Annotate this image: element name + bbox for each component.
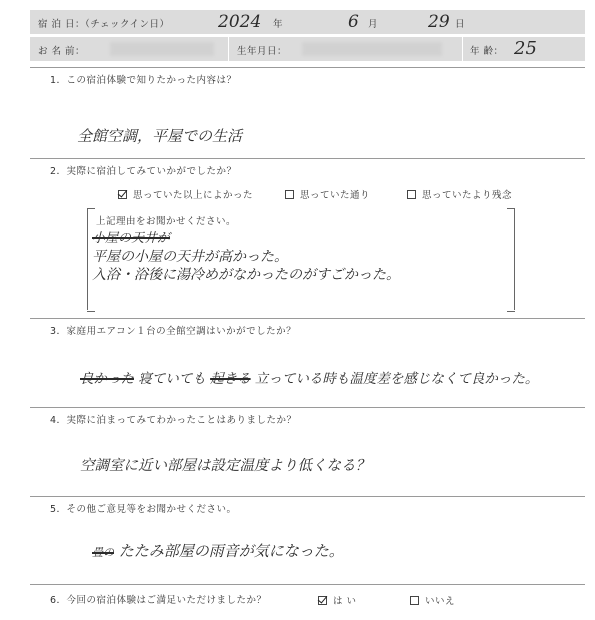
q2-option-as-expected[interactable] — [285, 187, 370, 201]
q2-question: 2．実際に宿泊してみていかがでしたか？ — [50, 166, 237, 177]
divider — [30, 584, 585, 585]
age-value: 25 — [514, 38, 537, 59]
month-unit: 月 — [368, 19, 379, 30]
checkbox-checked-icon[interactable] — [318, 596, 327, 605]
q2-answer-line2: 入浴・浴後に湯冷めがなかったのがすごかった。 — [92, 267, 400, 283]
q3-answer-mid: 寝ていても — [138, 371, 206, 387]
divider — [30, 318, 585, 319]
q4-answer: 空調室に近い部屋は設定温度より低くなる？ — [80, 458, 370, 474]
divider — [30, 496, 585, 497]
q3-answer-struck-prefix: 良かった — [80, 371, 134, 387]
q1-answer: 全館空調，平屋での生活 — [77, 127, 243, 145]
checkbox-icon[interactable] — [407, 190, 416, 199]
q6-option-yes[interactable] — [318, 593, 357, 607]
divider — [30, 407, 585, 408]
q2-option-disappointing[interactable] — [407, 187, 512, 201]
q6-question: 6．今回の宿泊体験はご満足いただけましたか？ — [50, 595, 267, 606]
q5-answer — [92, 541, 344, 563]
q2-option-label: 思っていたより残念 — [422, 190, 513, 201]
name-redacted — [110, 42, 214, 56]
q3-answer-struck-mid: 起きる — [210, 371, 251, 387]
age-label: 年 齢： — [470, 46, 504, 57]
month-value: 6 — [348, 12, 359, 32]
q2-option-label: 思っていた以上によかった — [133, 190, 254, 201]
name-label: お 名 前： — [38, 46, 86, 57]
checkbox-checked-icon[interactable] — [118, 190, 127, 199]
birthdate-redacted — [302, 42, 442, 56]
q5-answer-text: たたみ部屋の雨音が気になった。 — [118, 542, 344, 560]
divider — [30, 67, 585, 68]
q3-answer-rest: 立っている時も温度差を感じなくて良かった。 — [254, 371, 539, 387]
q4-question: 4．実際に泊まってみてわかったことはありましたか？ — [50, 415, 297, 426]
divider — [30, 158, 585, 159]
q2-answer-struck: 小屋の天井が — [92, 231, 171, 246]
day-unit: 日 — [455, 19, 466, 30]
q6-option-label: は い — [333, 596, 357, 607]
divider — [462, 37, 463, 61]
checkbox-icon[interactable] — [410, 596, 419, 605]
q5-question: 5．その他ご意見等をお聞かせください。 — [50, 504, 237, 515]
q3-question: 3．家庭用エアコン１台の全館空調はいかがでしたか？ — [50, 326, 297, 337]
day-value: 29 — [428, 12, 450, 32]
birth-label: 生年月日： — [237, 46, 288, 57]
name-row — [30, 37, 585, 61]
q6-option-no[interactable] — [410, 593, 455, 607]
year-value: 2024 — [218, 12, 262, 32]
q2-option-better[interactable] — [118, 187, 253, 201]
q2-option-label: 思っていた通り — [300, 190, 371, 201]
checkbox-icon[interactable] — [285, 190, 294, 199]
stay-date-label: 宿 泊 日：（チェックイン日） — [38, 19, 170, 30]
stay-date-row — [30, 10, 585, 34]
q5-answer-prefix: 畳の — [92, 546, 114, 559]
q2-reason-label: 上記理由をお聞かせください。 — [96, 216, 237, 227]
q6-option-label: いいえ — [425, 596, 456, 607]
year-unit: 年 — [273, 19, 284, 30]
divider — [228, 37, 229, 61]
q2-answer-line1: 平屋の小屋の天井が高かった。 — [92, 249, 288, 265]
q1-question: 1．この宿泊体験で知りたかった内容は？ — [50, 75, 237, 86]
q3-answer — [80, 369, 538, 389]
